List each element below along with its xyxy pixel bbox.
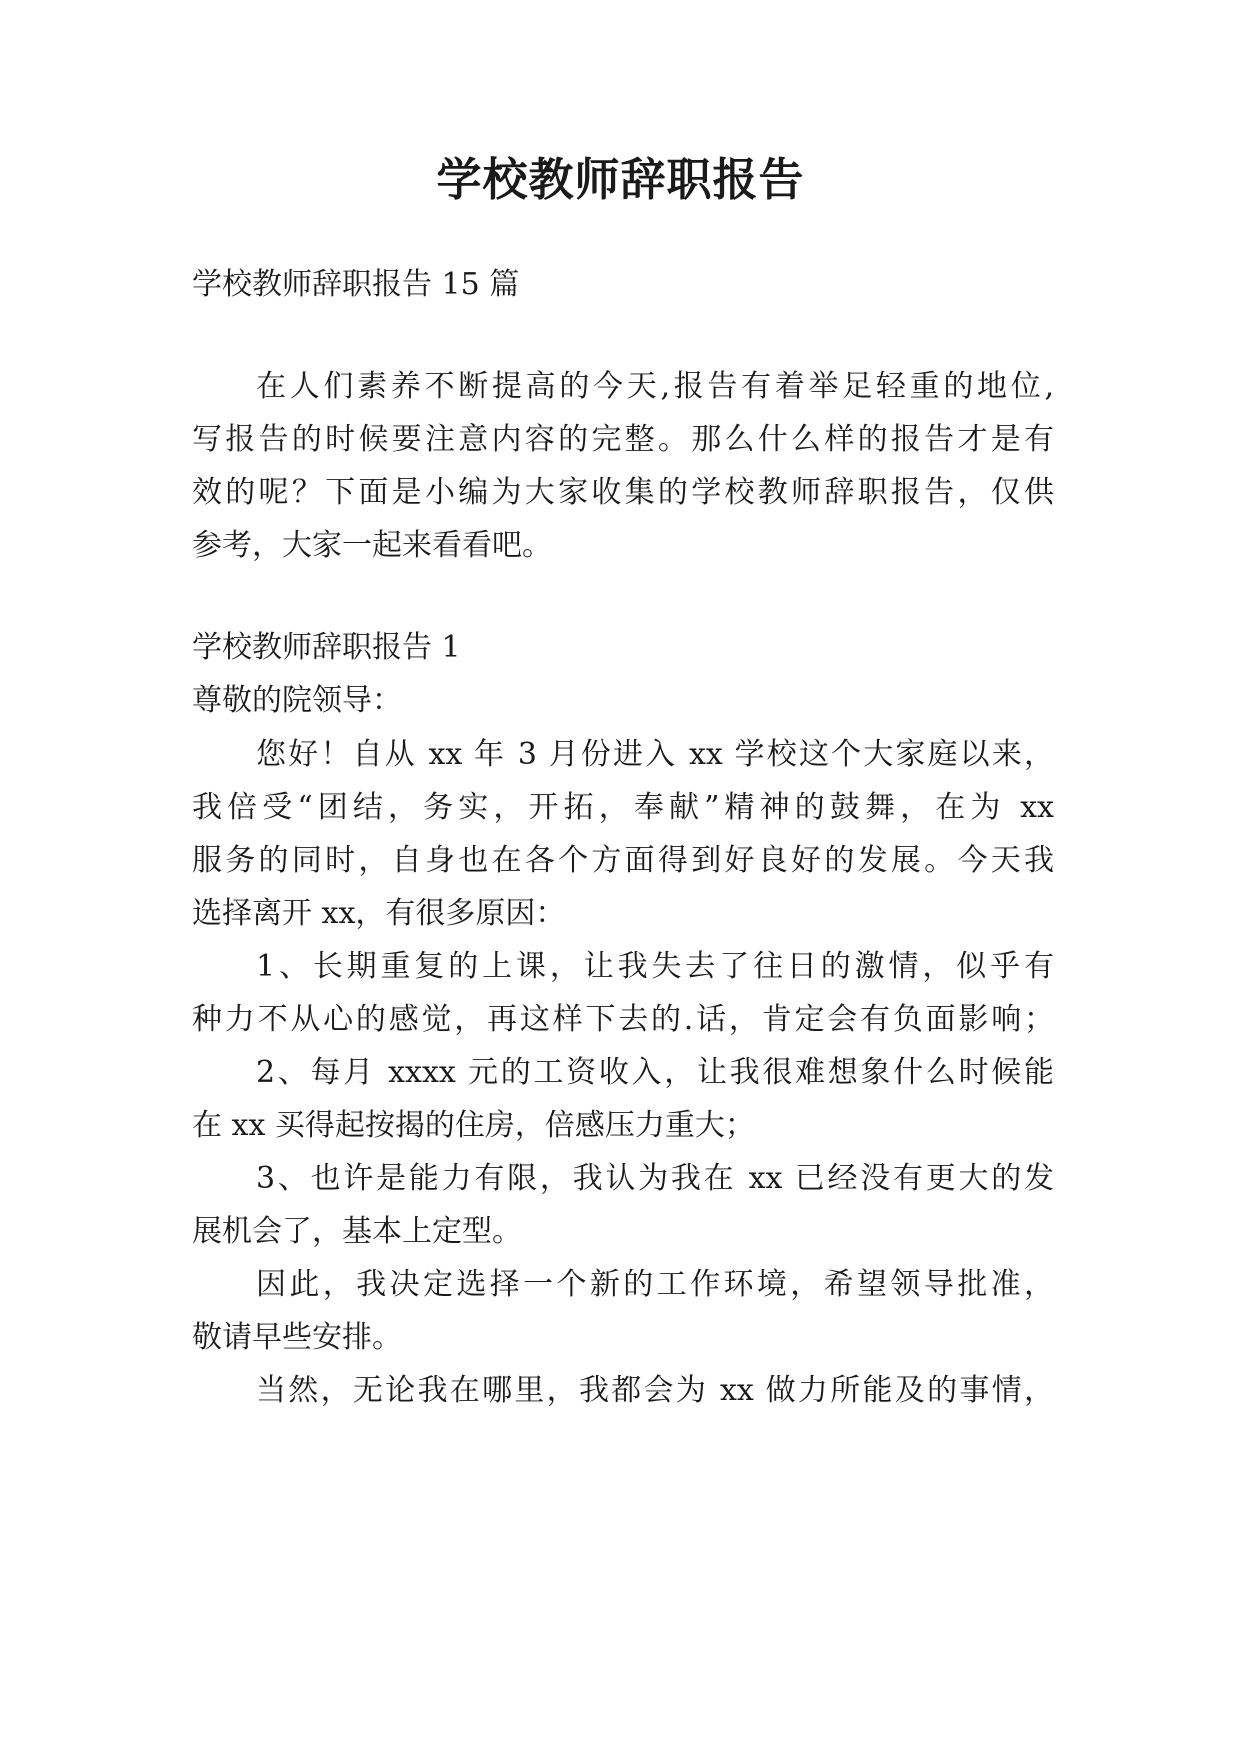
conclusion-line: 敬请早些安排。 <box>192 1320 402 1355</box>
intro-paragraph-line: 写报告的时候要注意内容的完整。那么什么样的报告才是有 <box>192 422 1054 457</box>
closing-line: 当然，无论我在哪里，我都会为 xx 做力所能及的事情， <box>256 1373 1054 1408</box>
reason-1-line: 1、长期重复的上课，让我失去了往日的激情，似乎有 <box>256 949 1054 984</box>
reason-3-line: 展机会了，基本上定型。 <box>192 1214 522 1249</box>
conclusion-line: 因此，我决定选择一个新的工作环境，希望领导批准， <box>256 1267 1054 1302</box>
body-paragraph-line: 选择离开 xx，有很多原因： <box>192 896 566 931</box>
reason-1-line: 种力不从心的感觉，再这样下去的.话，肯定会有负面影响； <box>192 1002 1054 1037</box>
body-paragraph-line: 我倍受“团结，务实，开拓，奉献”精神的鼓舞，在为 xx <box>192 790 1054 825</box>
reason-2-line: 在 xx 买得起按揭的住房，倍感压力重大； <box>192 1108 755 1143</box>
document-title: 学校教师辞职报告 <box>436 153 805 206</box>
intro-paragraph-line: 在人们素养不断提高的今天,报告有着举足轻重的地位, <box>256 369 1054 404</box>
body-paragraph-line: 服务的同时，自身也在各个方面得到好良好的发展。今天我 <box>192 843 1054 878</box>
intro-paragraph-line: 参考，大家一起来看看吧。 <box>192 528 552 563</box>
subtitle-line: 学校教师辞职报告 15 篇 <box>192 267 520 302</box>
salutation: 尊敬的院领导： <box>192 683 402 718</box>
body-paragraph-line: 您好！自从 xx 年 3 月份进入 xx 学校这个大家庭以来， <box>256 737 1054 772</box>
reason-2-line: 2、每月 xxxx 元的工资收入，让我很难想象什么时候能 <box>256 1055 1054 1090</box>
section-heading: 学校教师辞职报告 1 <box>192 630 461 665</box>
reason-3-line: 3、也许是能力有限，我认为我在 xx 已经没有更大的发 <box>256 1161 1054 1196</box>
intro-paragraph-line: 效的呢？下面是小编为大家收集的学校教师辞职报告，仅供 <box>192 475 1054 510</box>
